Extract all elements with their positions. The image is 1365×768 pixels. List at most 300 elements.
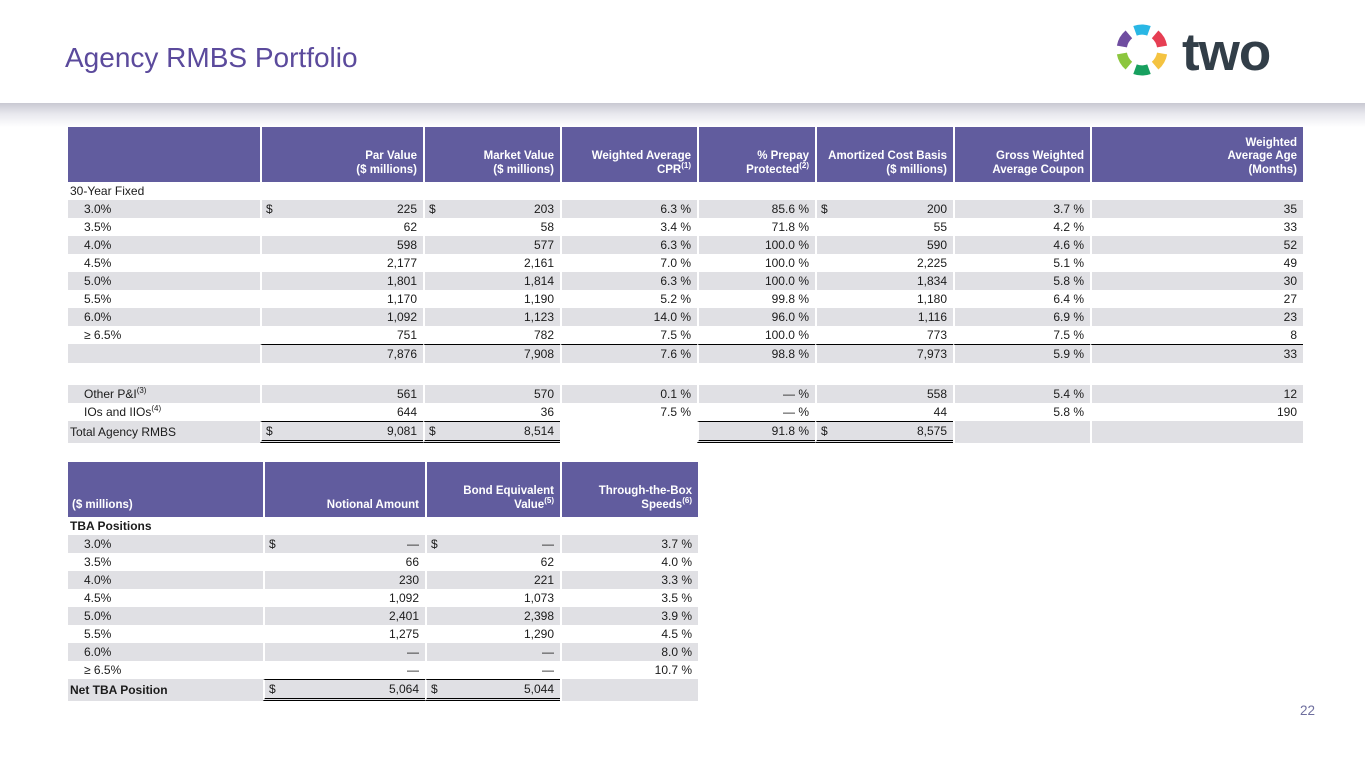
row-label-cell: 4.0% — [68, 571, 263, 589]
value-cell — [953, 272, 1090, 290]
value-cell — [263, 625, 425, 643]
cell-content — [265, 571, 425, 589]
cell-value: 96.0 % — [771, 310, 809, 324]
value-cell — [263, 607, 425, 625]
table-row — [68, 254, 1303, 272]
value-cell — [815, 326, 953, 344]
cell-value: 33 — [1283, 220, 1297, 234]
value-cell — [425, 553, 560, 571]
cell-value: 44 — [933, 405, 947, 419]
value-cell — [1090, 326, 1303, 344]
cell-value: 8,514 — [523, 424, 554, 438]
value-cell — [425, 643, 560, 661]
cell-value: 55 — [933, 220, 947, 234]
value-cell — [1090, 272, 1303, 290]
column-header — [263, 462, 425, 517]
cell-content — [817, 345, 953, 363]
table-header-row — [68, 127, 1303, 182]
cell-value: 49 — [1283, 256, 1297, 270]
row-label-cell: 4.5% — [84, 256, 112, 270]
cell-content — [427, 535, 560, 553]
row-label-cell: ≥ 6.5% — [84, 663, 122, 677]
cell-value: 561 — [396, 387, 417, 401]
value-cell — [815, 403, 953, 421]
cell-content — [262, 403, 423, 421]
column-header — [260, 127, 423, 182]
cell-content — [562, 326, 697, 344]
table-row — [68, 344, 1303, 363]
value-cell — [560, 272, 697, 290]
cell-content — [427, 661, 560, 679]
cell-value: 3.5 % — [661, 591, 692, 605]
column-header-line: Par Value — [365, 150, 417, 162]
value-cell — [560, 535, 698, 553]
cell-value: — — [542, 537, 554, 551]
cell-content — [955, 236, 1090, 254]
cell-content — [265, 589, 425, 607]
cell-content — [562, 272, 697, 290]
cell-content — [425, 326, 560, 344]
value-cell — [953, 421, 1090, 443]
cell-content — [265, 607, 425, 625]
cell-content — [562, 254, 697, 272]
column-header — [815, 127, 953, 182]
cell-value: — % — [782, 405, 809, 419]
value-cell — [697, 344, 815, 363]
cell-content — [1092, 326, 1303, 344]
cell-value: 2,401 — [388, 609, 419, 623]
cell-content — [817, 254, 953, 272]
table-row — [68, 182, 1303, 200]
cell-content — [1092, 254, 1303, 272]
value-cell — [953, 308, 1090, 326]
value-cell — [697, 218, 815, 236]
value-cell — [560, 607, 698, 625]
cell-content — [425, 254, 560, 272]
cell-value: 4.2 % — [1053, 220, 1084, 234]
cell-value: 99.8 % — [771, 292, 809, 306]
value-cell — [697, 403, 815, 421]
row-label-cell: 3.0% — [68, 200, 260, 218]
value-cell — [815, 290, 953, 308]
cell-value: 1,170 — [386, 292, 417, 306]
cell-content — [817, 403, 953, 421]
cell-content — [562, 308, 697, 326]
cell-content — [427, 680, 560, 698]
cell-value: 36 — [540, 405, 554, 419]
column-header-line: ($ millions) — [493, 163, 554, 176]
column-header — [425, 462, 560, 517]
cell-value: 1,275 — [388, 627, 419, 641]
cell-value: 6.9 % — [1053, 310, 1084, 324]
table-row — [68, 535, 698, 553]
table-row — [68, 290, 1303, 308]
cell-value: 5.1 % — [1053, 256, 1084, 270]
value-cell — [815, 344, 953, 363]
column-header — [423, 127, 560, 182]
value-cell — [260, 308, 423, 326]
cell-content — [699, 403, 815, 421]
cell-content — [265, 661, 425, 679]
cell-content — [262, 200, 423, 218]
value-cell — [953, 344, 1090, 363]
cell-value: 66 — [405, 555, 419, 569]
row-label-cell: Net TBA Position — [68, 679, 263, 701]
cell-content — [1092, 290, 1303, 308]
cell-value: 190 — [1276, 405, 1297, 419]
column-header — [697, 127, 815, 182]
cell-content — [1092, 403, 1303, 421]
cell-value: 91.8 % — [771, 424, 809, 438]
cell-content — [425, 403, 560, 421]
column-header — [560, 462, 698, 517]
cell-value: 10.7 % — [654, 663, 692, 677]
value-cell — [815, 421, 953, 443]
value-cell — [260, 344, 423, 363]
value-cell — [263, 535, 425, 553]
cell-content — [699, 272, 815, 290]
cell-content — [699, 290, 815, 308]
cell-content — [1092, 272, 1303, 290]
currency-symbol: $ — [431, 537, 438, 551]
table-row — [68, 308, 1303, 326]
row-label-cell: 3.5% — [84, 220, 112, 234]
cell-value: 773 — [926, 328, 947, 342]
value-cell — [815, 272, 953, 290]
cell-value: 558 — [926, 387, 947, 401]
cell-content — [562, 345, 697, 363]
cell-content — [955, 218, 1090, 236]
value-cell — [425, 607, 560, 625]
cell-content — [562, 236, 697, 254]
cell-content — [1092, 308, 1303, 326]
cell-content — [955, 403, 1090, 421]
section-header-cell: TBA Positions — [68, 517, 698, 535]
cell-value: 577 — [533, 238, 554, 252]
cell-value: 7,908 — [523, 347, 554, 361]
row-label-cell: ≥ 6.5% — [84, 328, 122, 342]
value-cell — [1090, 290, 1303, 308]
cell-content — [699, 254, 815, 272]
table-row — [68, 200, 1303, 218]
cell-value: 35 — [1283, 202, 1297, 216]
value-cell — [697, 236, 815, 254]
cell-content — [427, 607, 560, 625]
cell-content — [1092, 200, 1303, 218]
cell-value: 62 — [540, 555, 554, 569]
cell-value: 7.6 % — [660, 347, 691, 361]
value-cell — [1090, 403, 1303, 421]
column-header-line: Average Age — [1227, 150, 1297, 162]
cell-value: 30 — [1283, 274, 1297, 288]
value-cell — [423, 218, 560, 236]
row-label-cell — [68, 344, 260, 363]
cell-content — [425, 290, 560, 308]
cell-content — [427, 625, 560, 643]
cell-value: 6.3 % — [660, 202, 691, 216]
cell-value: 7.5 % — [1053, 328, 1084, 342]
cell-content — [562, 607, 698, 625]
cell-value: 1,092 — [388, 591, 419, 605]
value-cell — [1090, 200, 1303, 218]
cell-content — [425, 218, 560, 236]
column-header-line: Weighted Average — [591, 150, 691, 162]
cell-content — [427, 571, 560, 589]
footnote-marker: (1) — [681, 160, 691, 170]
footnote-marker: (3) — [136, 386, 147, 395]
cell-value: 230 — [398, 573, 419, 587]
cell-content — [427, 553, 560, 571]
agency-rmbs-table — [68, 127, 1303, 443]
cell-content — [699, 345, 815, 363]
cell-value: 590 — [926, 238, 947, 252]
cell-content — [1092, 236, 1303, 254]
row-label-cell: 6.0% — [68, 643, 263, 661]
header-divider-band — [0, 103, 1365, 127]
cell-content — [817, 200, 953, 218]
value-cell — [953, 236, 1090, 254]
value-cell — [425, 535, 560, 553]
cell-value: 3.7 % — [1053, 202, 1084, 216]
cell-content — [425, 200, 560, 218]
row-label-cell: 3.5% — [84, 555, 112, 569]
cell-value: 58 — [540, 220, 554, 234]
column-header-line: (Months) — [1248, 163, 1297, 176]
cell-content — [562, 661, 698, 679]
value-cell — [560, 679, 698, 701]
cell-value: 23 — [1283, 310, 1297, 324]
cell-content — [955, 385, 1090, 403]
value-cell — [697, 421, 815, 443]
cell-content — [699, 385, 815, 403]
column-header — [68, 462, 263, 517]
currency-symbol: $ — [269, 537, 276, 551]
cell-value: 5,064 — [388, 682, 419, 696]
value-cell — [425, 571, 560, 589]
cell-value: 14.0 % — [653, 310, 691, 324]
cell-value: 598 — [396, 238, 417, 252]
cell-value: 71.8 % — [771, 220, 809, 234]
cell-value: 4.0 % — [661, 555, 692, 569]
cell-value: 27 — [1283, 292, 1297, 306]
value-cell — [815, 308, 953, 326]
cell-content — [562, 385, 697, 403]
value-cell — [263, 589, 425, 607]
cell-content — [427, 643, 560, 661]
table-row — [68, 589, 698, 607]
value-cell — [423, 200, 560, 218]
cell-value: 2,177 — [386, 256, 417, 270]
value-cell — [260, 254, 423, 272]
currency-symbol: $ — [266, 424, 273, 438]
value-cell — [260, 200, 423, 218]
value-cell — [1090, 385, 1303, 403]
table-row — [68, 326, 1303, 344]
value-cell — [560, 290, 697, 308]
value-cell — [560, 385, 697, 403]
row-label-cell: 3.0% — [68, 535, 263, 553]
cell-content — [955, 272, 1090, 290]
cell-content — [955, 308, 1090, 326]
currency-symbol: $ — [269, 682, 276, 696]
cell-value: 7.5 % — [660, 328, 691, 342]
two-harbors-logo — [1108, 16, 1270, 89]
cell-content — [425, 385, 560, 403]
cell-value: 1,123 — [523, 310, 554, 324]
cell-content — [262, 422, 423, 440]
section-header-cell: 30-Year Fixed — [68, 182, 1303, 200]
value-cell — [423, 272, 560, 290]
value-cell — [425, 589, 560, 607]
page-title: Agency RMBS Portfolio — [65, 42, 358, 73]
value-cell — [425, 625, 560, 643]
table-row — [68, 661, 698, 679]
value-cell — [697, 326, 815, 344]
cell-value: 8.0 % — [661, 645, 692, 659]
cell-content — [562, 589, 698, 607]
row-label-cell: 6.0% — [68, 308, 260, 326]
footnote-marker: (2) — [799, 160, 809, 170]
currency-symbol: $ — [821, 424, 828, 438]
cell-value: 5.8 % — [1053, 405, 1084, 419]
cell-content — [562, 553, 698, 571]
row-label-cell: 5.0% — [68, 272, 260, 290]
cell-value: 782 — [533, 328, 554, 342]
row-label-cell: 4.0% — [68, 236, 260, 254]
column-header-line: Market Value — [483, 150, 554, 162]
cell-value: 5.8 % — [1053, 274, 1084, 288]
value-cell — [560, 403, 697, 421]
value-cell — [697, 290, 815, 308]
cell-value: 7.5 % — [660, 405, 691, 419]
table-row — [68, 236, 1303, 254]
value-cell — [560, 553, 698, 571]
cell-content — [955, 345, 1090, 363]
value-cell — [1090, 218, 1303, 236]
cell-content — [425, 308, 560, 326]
table-row — [68, 553, 698, 571]
value-cell — [423, 290, 560, 308]
row-label-cell: 5.5% — [84, 627, 112, 641]
cell-value: — — [542, 645, 554, 659]
column-header-line: Value$^{(5)}$ — [514, 495, 554, 511]
column-header-line: Amortized Cost Basis — [828, 150, 947, 162]
cell-content — [817, 236, 953, 254]
cell-content — [817, 218, 953, 236]
column-header-line: Through-the-Box — [598, 485, 692, 497]
cell-content — [262, 326, 423, 344]
value-cell — [423, 236, 560, 254]
cell-value: 100.0 % — [764, 238, 809, 252]
table-row — [68, 679, 698, 701]
table-row — [68, 218, 1303, 236]
table-row — [68, 385, 1303, 403]
value-cell — [1090, 308, 1303, 326]
value-cell — [260, 403, 423, 421]
cell-content — [1092, 385, 1303, 403]
cell-value: 33 — [1283, 347, 1297, 361]
cell-content — [262, 308, 423, 326]
row-label-cell: 5.5% — [84, 292, 112, 306]
cell-value: 8,575 — [916, 424, 947, 438]
value-cell — [560, 643, 698, 661]
cell-content — [262, 254, 423, 272]
column-header-line: % Prepay — [757, 150, 809, 162]
value-cell — [1090, 344, 1303, 363]
value-cell — [423, 254, 560, 272]
value-cell — [1090, 254, 1303, 272]
cell-content — [425, 236, 560, 254]
cell-value: 4.5 % — [661, 627, 692, 641]
value-cell — [560, 326, 697, 344]
cell-content — [562, 643, 698, 661]
cell-value: 570 — [533, 387, 554, 401]
row-label-cell: 5.0% — [68, 607, 263, 625]
cell-value: 1,834 — [916, 274, 947, 288]
table-row — [68, 517, 698, 535]
logo-wordmark: two — [1182, 22, 1271, 82]
cell-value: 2,225 — [916, 256, 947, 270]
cell-content — [817, 272, 953, 290]
cell-value: 6.4 % — [1053, 292, 1084, 306]
value-cell — [263, 571, 425, 589]
cell-value: 200 — [926, 202, 947, 216]
cell-value: 100.0 % — [764, 274, 809, 288]
cell-value: 1,116 — [917, 310, 947, 324]
spacer-cell — [68, 363, 1303, 385]
cell-content — [562, 571, 698, 589]
value-cell — [263, 643, 425, 661]
cell-value: 225 — [396, 202, 417, 216]
cell-content — [262, 218, 423, 236]
cell-value: 1,290 — [523, 627, 554, 641]
column-header-line: Gross Weighted — [996, 150, 1084, 162]
value-cell — [953, 290, 1090, 308]
value-cell — [560, 589, 698, 607]
cell-content — [699, 236, 815, 254]
value-cell — [953, 385, 1090, 403]
cell-content — [817, 308, 953, 326]
cell-value: 7,973 — [916, 347, 947, 361]
cell-content — [955, 290, 1090, 308]
cell-value: 1,180 — [916, 292, 947, 306]
cell-content — [699, 218, 815, 236]
cell-content — [265, 535, 425, 553]
cell-value: — — [542, 663, 554, 677]
value-cell — [260, 236, 423, 254]
value-cell — [560, 308, 697, 326]
cell-content — [817, 290, 953, 308]
table-row — [68, 625, 698, 643]
cell-content — [699, 200, 815, 218]
value-cell — [953, 403, 1090, 421]
cell-content — [699, 422, 815, 440]
cell-content — [265, 643, 425, 661]
cell-value: 7.0 % — [660, 256, 691, 270]
value-cell — [425, 679, 560, 701]
cell-content — [262, 272, 423, 290]
currency-symbol: $ — [431, 682, 438, 696]
cell-content — [425, 272, 560, 290]
cell-content — [425, 345, 560, 363]
cell-content — [817, 385, 953, 403]
value-cell — [423, 403, 560, 421]
column-header — [68, 127, 260, 182]
cell-value: 2,161 — [523, 256, 554, 270]
value-cell — [560, 200, 697, 218]
cell-value: 6.3 % — [660, 274, 691, 288]
row-label-cell: IOs and IIOs$^{(4)}$ — [84, 404, 162, 419]
